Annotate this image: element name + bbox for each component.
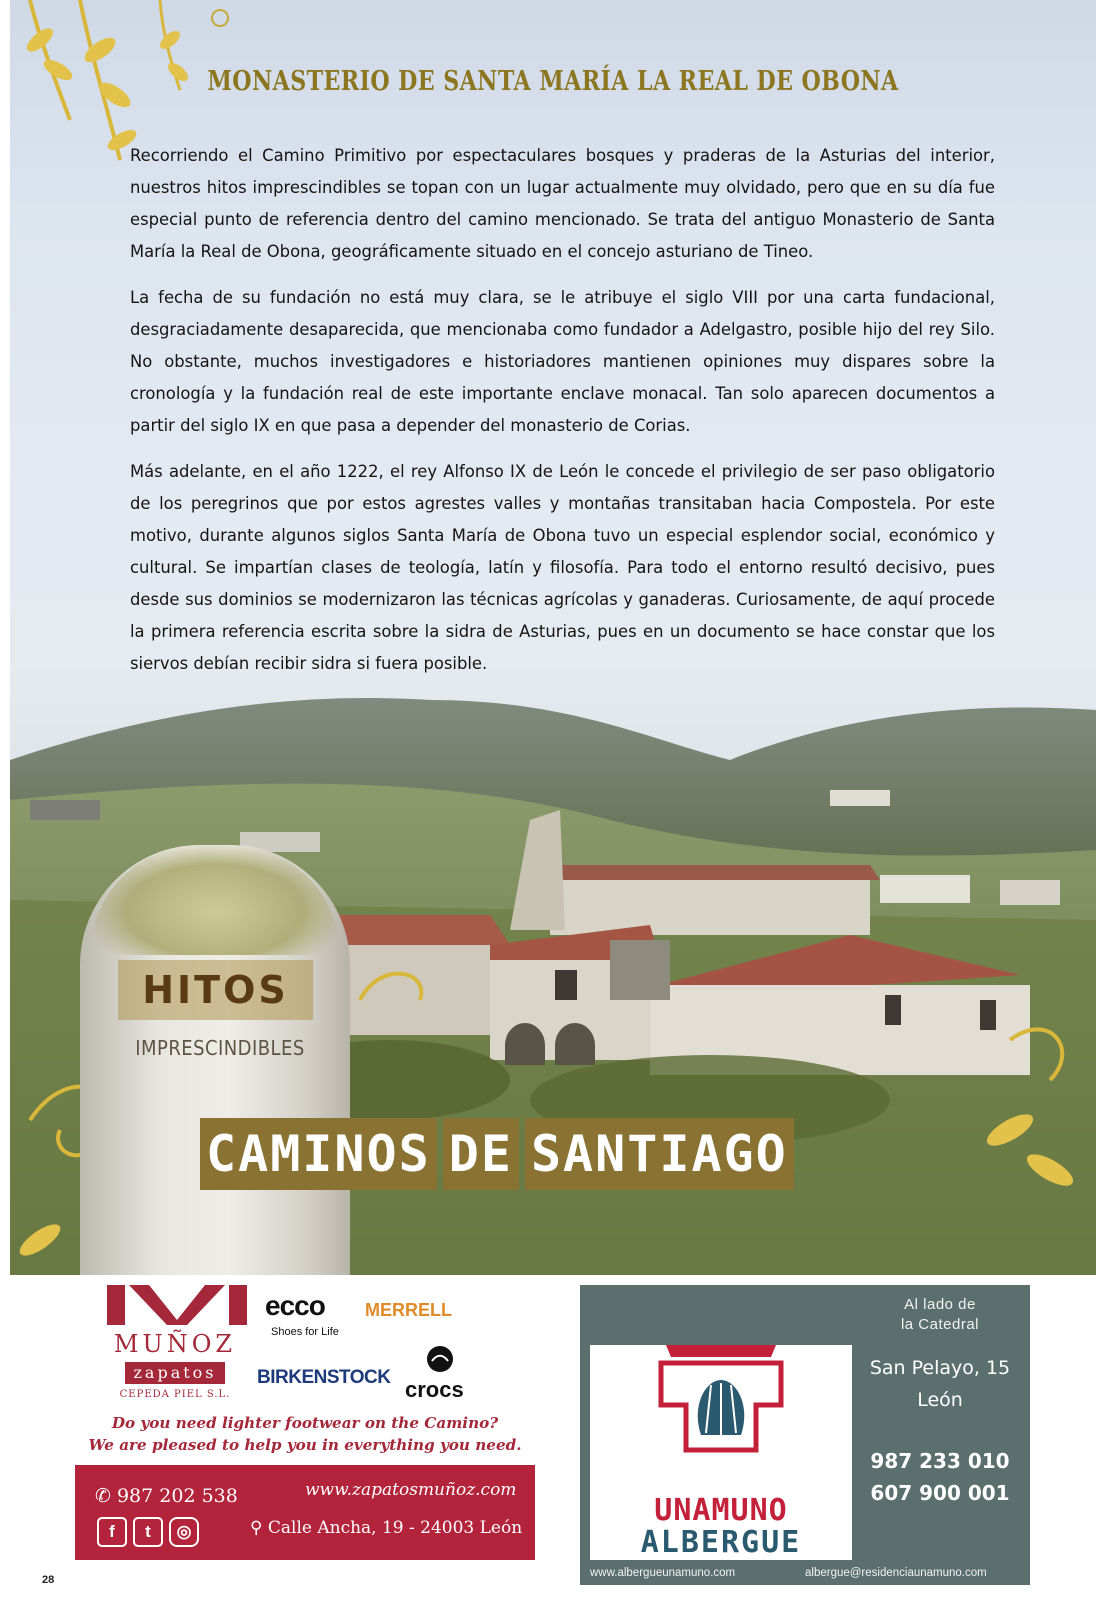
albergue-logo-panel <box>590 1345 852 1560</box>
ecco-tagline: Shoes for Life <box>271 1326 339 1338</box>
unamuno-phone-1[interactable]: 987 233 010 <box>870 1449 1010 1473</box>
crocs-logo: crocs <box>405 1377 464 1402</box>
article-panel <box>10 0 1096 1275</box>
paragraph-3: Más adelante, en el año 1222, el rey Alfonso IX de León le concede el privilegio de ser paso obligatorio de los peregrinos que por estos agrestes valles y montañas transitaban hacia Compostela. Por este motivo, durante algunos siglos Santa María de Obona tuvo un especial esplendor social, económico y cultural. Se impartían clases de teología, latín y filosofía. Para todo el entorno resultó decisivo, pues desde sus dominios se modernizaron las técnicas agrícolas y ganaderas. Curiosamente, de aquí procede la primera referencia escrita sobre la sidra de Asturias, pues en un documento se hace constar que los siervos debían recibir sidra si fuera posible. <box>130 462 995 673</box>
unamuno-title: UNAMUNO <box>654 1493 788 1528</box>
phone-icon: ✆ <box>95 1485 117 1507</box>
birkenstock-logo: BIRKENSTOCK <box>257 1367 391 1388</box>
munoz-company: CEPEDA PIEL S.L. <box>119 1389 231 1400</box>
munoz-contact-bar <box>75 1465 535 1560</box>
unamuno-phones <box>850 1445 1030 1509</box>
facebook-icon[interactable]: f <box>97 1517 127 1547</box>
unamuno-email-link[interactable]: albergue@residenciaunamuno.com <box>805 1567 987 1579</box>
munoz-address: ⚲ Calle Ancha, 19 - 24003 León <box>250 1518 523 1538</box>
munoz-zapatos: zapatos <box>125 1362 225 1384</box>
munoz-slogan <box>75 1412 535 1456</box>
scallop-shell-icon <box>656 1335 786 1485</box>
location-pin-icon: ⚲ <box>250 1518 268 1538</box>
crocs-icon <box>425 1344 455 1374</box>
banner-word-1: CAMINOS <box>200 1118 437 1190</box>
unamuno-phone-2[interactable]: 607 900 001 <box>870 1481 1010 1505</box>
munoz-phone[interactable]: ✆ 987 202 538 <box>95 1485 238 1507</box>
paragraph-1: Recorriendo el Camino Primitivo por espectaculares bosques y praderas de la Asturias del interior, nuestros hitos imprescindibles se topan con un lugar actualmente muy olvidado, pero que en su día fue especial punto de referencia dentro del camino mencionado. Se trata del antiguo Monasterio de Santa María la Real de Obona, geográficamente situado en el concejo asturiano de Tineo. <box>130 146 995 261</box>
unamuno-ad[interactable] <box>580 1285 1030 1585</box>
munoz-website-link[interactable]: www.zapatosmuñoz.com <box>305 1480 517 1500</box>
article-body <box>130 140 995 694</box>
slogan-line-1: Do you need lighter footwear on the Camino? <box>111 1414 499 1432</box>
banner-word-2: DE <box>443 1118 519 1190</box>
slogan-line-2: We are pleased to help you in everything you need. <box>88 1436 522 1454</box>
hitos-subtitle: IMPRESCINDIBLES <box>135 1036 305 1060</box>
munoz-name: MUÑOZ <box>113 1330 237 1358</box>
instagram-icon[interactable]: ◎ <box>169 1517 199 1547</box>
munoz-m-logo <box>107 1280 247 1330</box>
munoz-ad[interactable] <box>75 1270 535 1580</box>
unamuno-address: San Pelayo, 15 León <box>869 1357 1011 1411</box>
article-title: MONASTERIO DE SANTA MARÍA LA REAL DE OBONA <box>207 66 899 97</box>
merrell-logo: MERRELL <box>365 1300 452 1320</box>
twitter-icon[interactable]: t <box>133 1517 163 1547</box>
page-number: 28 <box>42 1574 55 1586</box>
hitos-word: HITOS <box>142 968 289 1012</box>
banner-word-3: SANTIAGO <box>525 1118 794 1190</box>
albergue-title: ALBERGUE <box>640 1525 802 1560</box>
ecco-logo: ecco <box>265 1290 325 1321</box>
hitos-label <box>118 960 313 1020</box>
caminos-banner <box>200 1118 794 1190</box>
unamuno-website-link[interactable]: www.albergueunamuno.com <box>590 1567 736 1579</box>
paragraph-2: La fecha de su fundación no está muy clara, se le atribuye el siglo VIII por una carta fundacional, desgraciadamente desaparecida, que mencionaba como fundador a Adelgastro, posible hijo del rey Silo. No obstante, muchos investigadores e historiadores mantienen opiniones muy dispares sobre la cronología y la fundación real de este importante enclave monacal. Tan solo aparecen documentos a partir del siglo IX en que pasa a depender del monasterio de Corias. <box>130 288 995 435</box>
unamuno-location-note: Al lado de la Catedral <box>900 1296 980 1333</box>
